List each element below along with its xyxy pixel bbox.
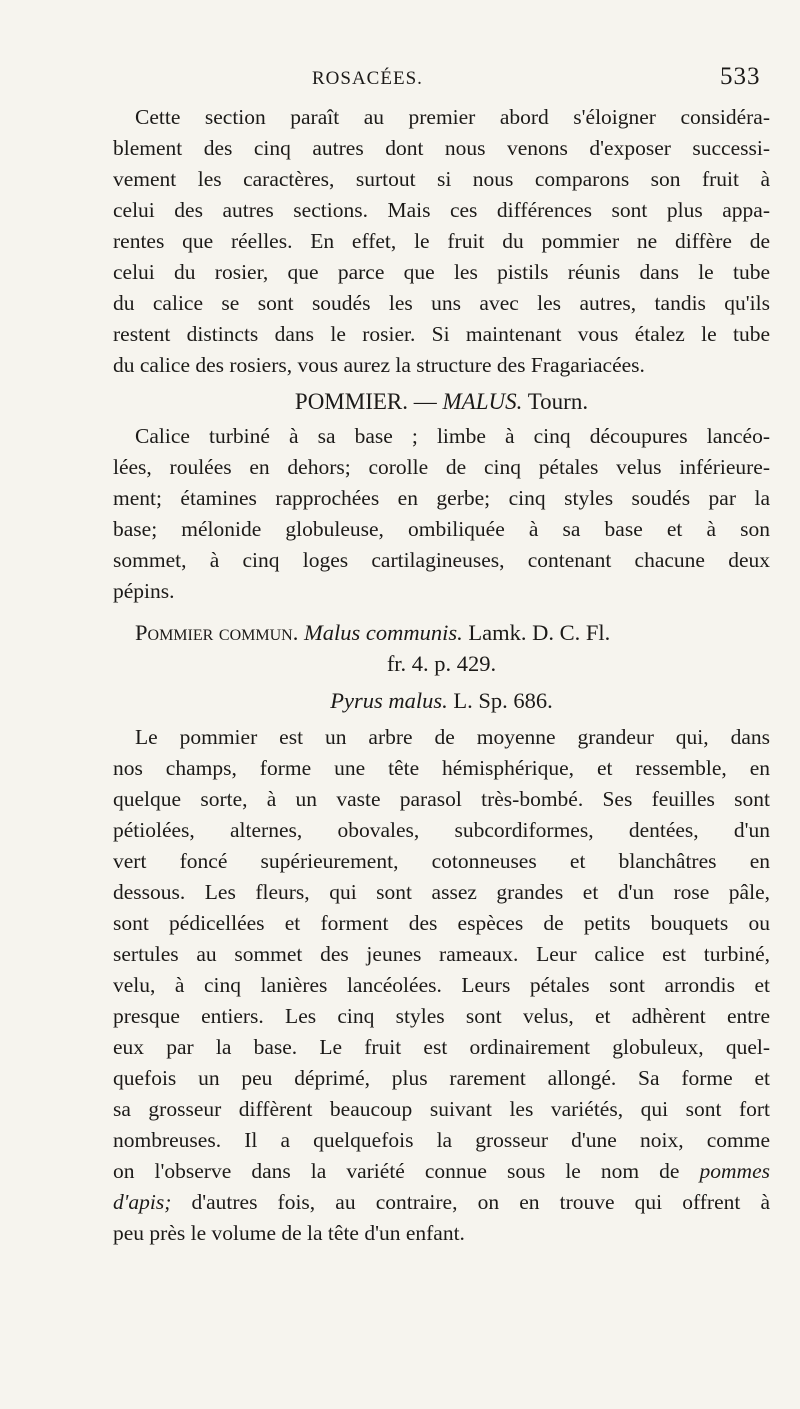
text-line: du calice se sont soudés les uns avec les autres, tandis qu'ils bbox=[113, 291, 770, 315]
text-line: eux par la base. Le fruit est ordinairement globuleux, quel- bbox=[113, 1035, 770, 1059]
genus-heading bbox=[113, 387, 770, 417]
text-run: L. Sp. 686. bbox=[447, 688, 553, 713]
text-line: pétiolées, alternes, obovales, subcordiformes, dentées, d'un bbox=[113, 818, 770, 842]
italic-text: d'apis; bbox=[113, 1190, 172, 1214]
text-line: sa grosseur diffèrent beaucoup suivant les variétés, qui sont fort bbox=[113, 1097, 770, 1121]
text-line: du calice des rosiers, vous aurez la structure des Fragariacées. bbox=[113, 353, 645, 377]
text-run: Lamk. D. C. Fl. bbox=[462, 620, 611, 645]
italic-text: Malus communis. bbox=[303, 620, 463, 645]
italic-text: pommes bbox=[699, 1159, 770, 1183]
text-run: on l'observe dans la variété connue sous le nom de bbox=[113, 1159, 700, 1183]
running-title: ROSACÉES. bbox=[312, 68, 423, 89]
text-line: rentes que réelles. En effet, le fruit du pommier ne diffère de bbox=[113, 229, 770, 253]
text-line bbox=[113, 1187, 770, 1218]
text-line: Calice turbiné à sa base ; limbe à cinq découpures lancéo- bbox=[135, 424, 770, 448]
text-line: celui du rosier, que parce que les pistils réunis dans le tube bbox=[113, 260, 770, 284]
text-line: peu près le volume de la tête d'un enfant. bbox=[113, 1221, 465, 1245]
page-number: 533 bbox=[720, 63, 761, 90]
species-line-2 bbox=[113, 648, 770, 679]
paragraph-species-description bbox=[113, 722, 770, 1249]
text-line: lées, roulées en dehors; corolle de cinq pétales velus inférieure- bbox=[113, 455, 770, 479]
text-line: presque entiers. Les cinq styles sont velus, et adhèrent entre bbox=[113, 1004, 770, 1028]
paragraph-genus-description bbox=[113, 421, 770, 607]
text-line: blement des cinq autres dont nous venons d'exposer successi- bbox=[113, 136, 770, 160]
text-line: Le pommier est un arbre de moyenne grandeur qui, dans bbox=[135, 725, 770, 749]
text-line: pépins. bbox=[113, 579, 175, 603]
species-line-1 bbox=[113, 617, 770, 648]
text-line: restent distincts dans le rosier. Si maintenant vous étalez le tube bbox=[113, 322, 770, 346]
italic-text: Pyrus malus. bbox=[330, 688, 448, 713]
species-line-3 bbox=[113, 685, 770, 716]
text-run: Pommier commun. bbox=[135, 620, 304, 645]
text-run: fr. 4. p. 429. bbox=[386, 651, 497, 676]
text-line: nos champs, forme une tête hémisphérique, et ressemble, en bbox=[113, 756, 770, 780]
text-line: ment; étamines rapprochées en gerbe; cinq styles soudés par la bbox=[113, 486, 770, 510]
genus-latin: MALUS. bbox=[442, 389, 523, 414]
text-line: Cette section paraît au premier abord s'éloigner considéra- bbox=[135, 105, 770, 129]
paragraph-section-intro bbox=[113, 102, 770, 381]
text-line: sont pédicellées et forment des espèces de petits bouquets ou bbox=[113, 911, 770, 935]
text-run: d'autres fois, au contraire, on en trouve qui offrent à bbox=[171, 1190, 770, 1214]
text-line: nombreuses. Il a quelquefois la grosseur d'une noix, comme bbox=[113, 1128, 770, 1152]
text-line: vement les caractères, surtout si nous comparons son fruit à bbox=[113, 167, 770, 191]
text-line: quefois un peu déprimé, plus rarement allongé. Sa forme et bbox=[113, 1066, 770, 1090]
genus-name: POMMIER. — bbox=[294, 389, 443, 414]
page-body bbox=[113, 102, 770, 1249]
text-line: quelque sorte, à un vaste parasol très-bombé. Ses feuilles sont bbox=[113, 787, 770, 811]
text-line: base; mélonide globuleuse, ombiliquée à sa base et à son bbox=[113, 517, 770, 541]
species-heading bbox=[113, 617, 770, 716]
text-line: vert foncé supérieurement, cotonneuses et blanchâtres en bbox=[113, 849, 770, 873]
text-line: dessous. Les fleurs, qui sont assez grandes et d'un rose pâle, bbox=[113, 880, 770, 904]
text-line bbox=[113, 1156, 770, 1187]
text-line: celui des autres sections. Mais ces différences sont plus appa- bbox=[113, 198, 770, 222]
genus-author: Tourn. bbox=[522, 389, 589, 414]
text-line: velu, à cinq lanières lancéolées. Leurs pétales sont arrondis et bbox=[113, 973, 770, 997]
text-line: sertules au sommet des jeunes rameaux. Leur calice est turbiné, bbox=[113, 942, 770, 966]
text-line: sommet, à cinq loges cartilagineuses, contenant chacune deux bbox=[113, 548, 770, 572]
